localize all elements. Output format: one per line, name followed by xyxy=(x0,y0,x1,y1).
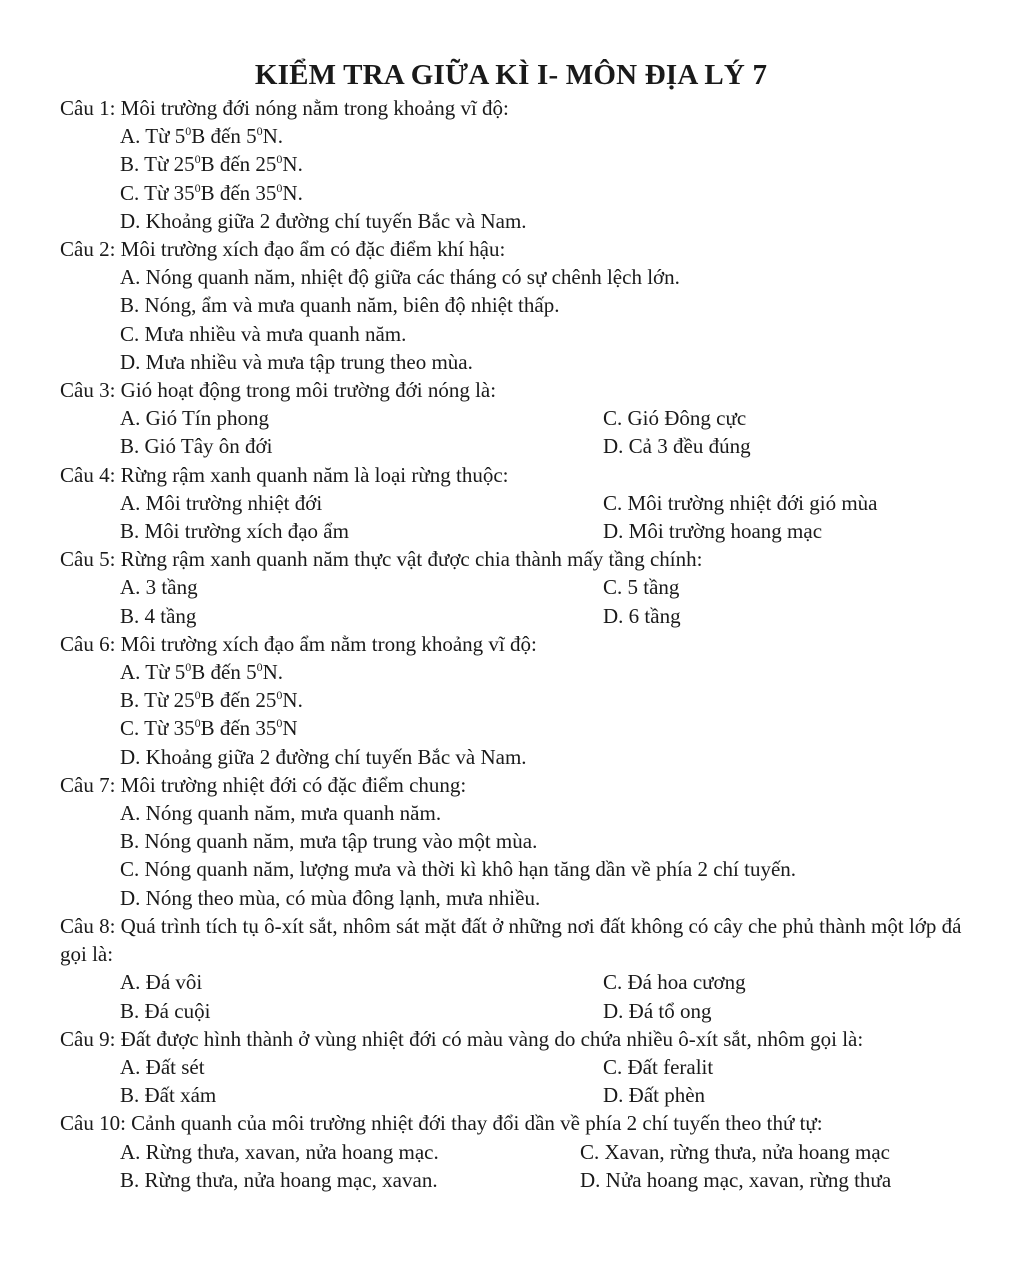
degree-sup: 0 xyxy=(185,124,192,139)
question-3-stem: Câu 3: Gió hoạt động trong môi trường đới nóng là: xyxy=(60,378,497,403)
question-4-option-d[interactable]: D. Môi trường hoang mạc xyxy=(603,519,823,544)
degree-sup: 0 xyxy=(276,180,283,195)
question-5 xyxy=(60,545,962,630)
question-9-option-b[interactable]: B. Đất xám xyxy=(120,1083,217,1108)
question-8-option-c[interactable]: C. Đá hoa cương xyxy=(603,970,746,995)
question-2-stem: Câu 2: Môi trường xích đạo ẩm có đặc điểm khí hậu: xyxy=(60,237,506,262)
question-4 xyxy=(60,461,962,546)
question-1-stem: Câu 1: Môi trường đới nóng nằm trong khoảng vĩ độ: xyxy=(60,96,509,120)
question-8-options-row-2 xyxy=(60,997,962,1025)
question-6-option-a[interactable]: A. Từ $5^0B$ đến $5^0N$. xyxy=(120,660,283,685)
degree-sup: 0 xyxy=(194,716,201,731)
question-7-option-d[interactable]: D. Nóng theo mùa, có mùa đông lạnh, mưa nhiều. xyxy=(120,885,541,910)
exam-title: KIỂM TRA GIỮA KÌ I- MÔN ĐỊA LÝ 7 xyxy=(254,59,768,91)
question-8 xyxy=(60,912,962,1025)
question-2-option-d[interactable]: D. Mưa nhiều và mưa tập trung theo mùa. xyxy=(120,349,473,374)
degree-sup: 0 xyxy=(194,180,201,195)
question-3 xyxy=(60,376,962,461)
question-10 xyxy=(60,1109,962,1194)
question-7-option-a[interactable]: A. Nóng quanh năm, mưa quanh năm. xyxy=(120,801,442,826)
question-6-option-c[interactable]: C. Từ $35^0B$ đến $35^0N$ xyxy=(120,716,298,741)
question-6 xyxy=(60,630,962,771)
question-4-option-a[interactable]: A. Môi trường nhiệt đới xyxy=(120,490,323,515)
question-1-option-d[interactable]: D. Khoảng giữa 2 đường chí tuyến Bắc và Nam. xyxy=(120,208,527,233)
question-1 xyxy=(60,94,962,235)
degree-sup: 0 xyxy=(276,716,283,731)
question-8-option-d[interactable]: D. Đá tổ ong xyxy=(603,998,712,1023)
degree-sup: 0 xyxy=(194,152,201,167)
question-6-option-b[interactable]: B. Từ $25^0B$ đến $25^0N$. xyxy=(120,688,303,713)
question-4-option-c[interactable]: C. Môi trường nhiệt đới gió mùa xyxy=(603,490,878,515)
question-1-option-c[interactable]: C. Từ $35^0B$ đến $35^0N$. xyxy=(120,180,303,205)
question-5-option-c[interactable]: C. 5 tầng xyxy=(603,575,680,600)
question-9-options-row-2 xyxy=(60,1081,962,1109)
question-2 xyxy=(60,235,962,376)
question-4-options-row-2 xyxy=(60,517,962,545)
question-9-options-row-1 xyxy=(60,1053,962,1081)
question-5-option-d[interactable]: D. 6 tầng xyxy=(603,603,681,628)
question-1-option-b[interactable]: B. Từ $25^0B$ đến $25^0N$. xyxy=(120,152,303,177)
question-5-options-row-1 xyxy=(60,573,962,601)
question-10-option-a[interactable]: A. Rừng thưa, xavan, nửa hoang mạc. xyxy=(120,1139,439,1164)
question-8-option-a[interactable]: A. Đá vôi xyxy=(120,970,203,995)
question-3-options-row-1 xyxy=(60,404,962,432)
question-8-stem: Câu 8: Quá trình tích tụ ô-xít sắt, nhôm sát mặt đất ở những nơi đất không có cây che phủ thành một lớp đá gọi là: xyxy=(60,913,962,967)
question-4-stem: Câu 4: Rừng rậm xanh quanh năm là loại rừng thuộc: xyxy=(60,462,509,487)
question-2-option-c[interactable]: C. Mưa nhiều và mưa quanh năm. xyxy=(120,321,407,346)
question-1-option-a[interactable]: A. Từ $5^0B$ đến $5^0N$. xyxy=(120,124,283,149)
question-4-option-b[interactable]: B. Môi trường xích đạo ẩm xyxy=(120,519,349,544)
question-3-option-a[interactable]: A. Gió Tín phong xyxy=(120,406,269,431)
question-9-option-a[interactable]: A. Đất sét xyxy=(120,1054,205,1079)
question-5-options-row-2 xyxy=(60,602,962,630)
question-6-stem: Câu 6: Môi trường xích đạo ẩm nằm trong khoảng vĩ độ: xyxy=(60,631,537,656)
question-7-option-c[interactable]: C. Nóng quanh năm, lượng mưa và thời kì khô hạn tăng dần về phía 2 chí tuyến. xyxy=(120,857,797,882)
question-10-option-b[interactable]: B. Rừng thưa, nửa hoang mạc, xavan. xyxy=(120,1167,438,1192)
question-3-option-b[interactable]: B. Gió Tây ôn đới xyxy=(120,434,273,459)
question-8-options-row-1 xyxy=(60,968,962,996)
degree-sup: 0 xyxy=(256,124,263,139)
question-8-option-b[interactable]: B. Đá cuội xyxy=(120,998,211,1023)
degree-sup: 0 xyxy=(276,152,283,167)
question-2-option-a[interactable]: A. Nóng quanh năm, nhiệt độ giữa các tháng có sự chênh lệch lớn. xyxy=(120,265,680,290)
question-5-option-b[interactable]: B. 4 tầng xyxy=(120,603,197,628)
degree-sup: 0 xyxy=(194,688,201,703)
question-5-stem: Câu 5: Rừng rậm xanh quanh năm thực vật được chia thành mấy tầng chính: xyxy=(60,547,703,572)
question-2-option-b[interactable]: B. Nóng, ẩm và mưa quanh năm, biên độ nhiệt thấp. xyxy=(120,293,560,318)
question-7-stem: Câu 7: Môi trường nhiệt đới có đặc điểm chung: xyxy=(60,772,467,797)
question-9 xyxy=(60,1025,962,1110)
degree-sup: 0 xyxy=(276,688,283,703)
question-3-option-c[interactable]: C. Gió Đông cực xyxy=(603,406,747,431)
question-5-option-a[interactable]: A. 3 tầng xyxy=(120,575,198,600)
question-10-options-row-1 xyxy=(60,1138,962,1166)
question-10-option-d[interactable]: D. Nửa hoang mạc, xavan, rừng thưa xyxy=(580,1167,892,1192)
question-9-option-c[interactable]: C. Đất feralit xyxy=(603,1054,714,1079)
degree-sup: 0 xyxy=(185,660,192,675)
question-9-stem: Câu 9: Đất được hình thành ở vùng nhiệt đới có màu vàng do chứa nhiều ô-xít sắt, nhôm gọi là: xyxy=(60,1026,864,1051)
question-7 xyxy=(60,771,962,912)
degree-sup: 0 xyxy=(256,660,263,675)
question-9-option-d[interactable]: D. Đất phèn xyxy=(603,1083,706,1108)
question-6-option-d[interactable]: D. Khoảng giữa 2 đường chí tuyến Bắc và Nam. xyxy=(120,744,527,769)
question-4-options-row-1 xyxy=(60,489,962,517)
question-3-options-row-2 xyxy=(60,432,962,460)
question-7-option-b[interactable]: B. Nóng quanh năm, mưa tập trung vào một mùa. xyxy=(120,829,538,854)
question-3-option-d[interactable]: D. Cả 3 đều đúng xyxy=(603,434,751,459)
question-10-options-row-2 xyxy=(60,1166,962,1194)
question-10-option-c[interactable]: C. Xavan, rừng thưa, nửa hoang mạc xyxy=(580,1139,890,1164)
question-10-stem: Câu 10: Cảnh quanh của môi trường nhiệt đới thay đổi dần về phía 2 chí tuyến theo thứ tự: xyxy=(60,1111,823,1136)
